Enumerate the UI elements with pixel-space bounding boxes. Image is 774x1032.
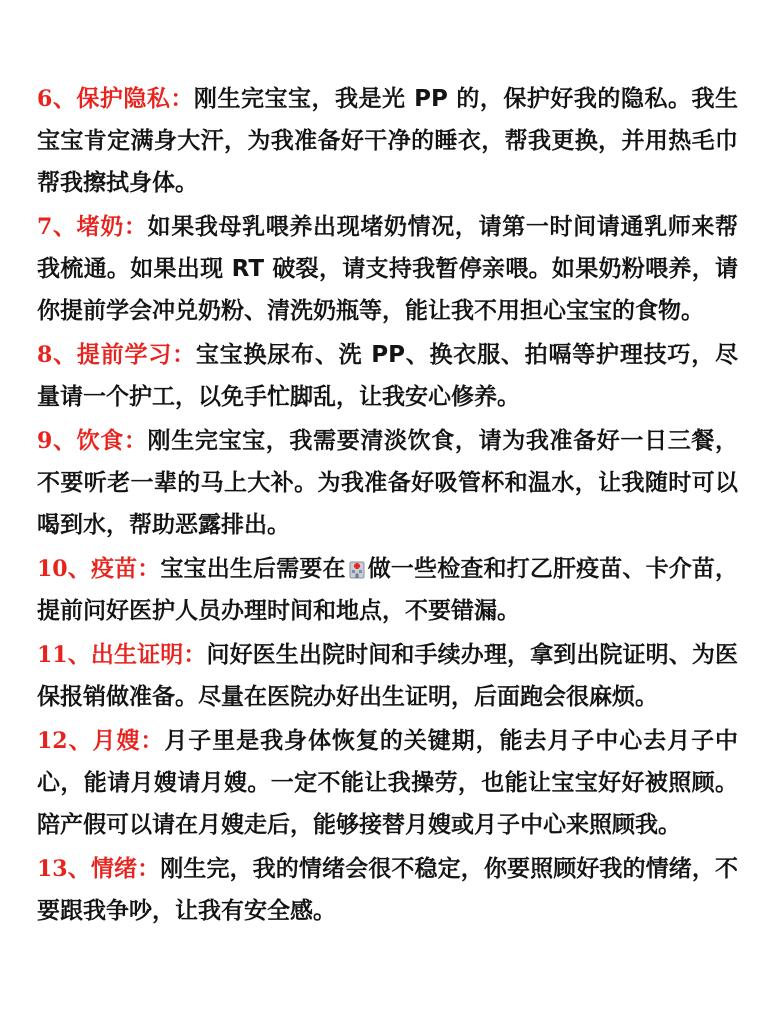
tip-separator: 、 bbox=[67, 728, 93, 754]
tip-separator: 、 bbox=[52, 214, 77, 240]
tip-heading bbox=[37, 342, 196, 368]
tip-separator: 、 bbox=[52, 342, 77, 368]
tip-number: 8 bbox=[37, 342, 53, 368]
tip-title: 提前学习： bbox=[76, 342, 196, 368]
tip-item-6 bbox=[37, 78, 738, 204]
tip-heading bbox=[37, 728, 164, 754]
tip-title: 月嫂： bbox=[92, 728, 165, 754]
hospital-icon bbox=[347, 559, 367, 579]
tip-title: 出生证明： bbox=[90, 642, 207, 668]
tip-title: 堵奶： bbox=[76, 214, 148, 240]
tip-body: 宝宝换尿布、洗 PP、换衣服、拍嗝等护理技巧，尽量请一个护工，以免手忙脚乱，让我安心修养。 bbox=[37, 342, 739, 410]
tip-number: 13 bbox=[37, 856, 68, 882]
tip-body: 刚生完宝宝，我是光 PP 的，保护好我的隐私。我生宝宝肯定满身大汗，为我准备好干净的睡衣，帮我更换，并用热毛巾帮我擦拭身体。 bbox=[37, 86, 738, 196]
tip-body: 刚生完，我的情绪会很不稳定，你要照顾好我的情绪，不要跟我争吵，让我有安全感。 bbox=[37, 856, 739, 924]
tip-item-10 bbox=[37, 548, 738, 632]
tip-number: 9 bbox=[37, 428, 53, 454]
tip-title: 保护隐私： bbox=[76, 86, 194, 112]
tip-item-7 bbox=[37, 206, 738, 332]
tip-item-8 bbox=[37, 334, 738, 418]
tip-number: 10 bbox=[37, 556, 68, 582]
tip-number: 12 bbox=[37, 728, 68, 754]
tip-title: 情绪： bbox=[90, 856, 161, 882]
tip-body: 月子里是我身体恢复的关键期，能去月子中心去月子中心，能请月嫂请月嫂。一定不能让我操劳，也能让宝宝好好被照顾。陪产假可以请在月嫂走后，能够接替月嫂或月子中心来照顾我。 bbox=[37, 728, 739, 838]
tip-body-start: 宝宝出生后需要在 bbox=[160, 556, 346, 582]
tip-item-9 bbox=[37, 420, 738, 546]
tip-heading bbox=[37, 86, 194, 112]
tip-heading bbox=[37, 642, 206, 668]
tip-heading bbox=[37, 214, 148, 240]
tip-separator: 、 bbox=[67, 556, 91, 582]
tip-item-13 bbox=[37, 848, 738, 932]
tip-heading bbox=[37, 856, 160, 882]
tip-separator: 、 bbox=[52, 86, 77, 112]
tip-separator: 、 bbox=[67, 856, 91, 882]
tip-title: 疫苗： bbox=[90, 556, 161, 582]
tip-separator: 、 bbox=[67, 642, 91, 668]
tip-body: 如果我母乳喂养出现堵奶情况，请第一时间请通乳师来帮我梳通。如果出现 RT 破裂，请支持我暂停亲喂。如果奶粉喂养，请你提前学会冲兑奶粉、清洗奶瓶等，能让我不用担心宝宝的食物。 bbox=[37, 214, 739, 324]
tip-body: 刚生完宝宝，我需要清淡饮食，请为我准备好一日三餐，不要听老一辈的马上大补。为我准备好吸管杯和温水，让我随时可以喝到水，帮助恶露排出。 bbox=[37, 428, 739, 538]
tip-heading bbox=[37, 428, 148, 454]
tip-heading bbox=[37, 556, 160, 582]
tip-number: 11 bbox=[37, 642, 68, 668]
tip-item-12 bbox=[37, 720, 738, 846]
tip-item-11 bbox=[37, 634, 738, 718]
tip-body-end: 做一些检查和打乙肝疫苗、卡介苗，提前问好医护人员办理时间和地点，不要错漏。 bbox=[37, 556, 739, 624]
tip-body: 问好医生出院时间和手续办理，拿到出院证明、为医保报销做准备。尽量在医院办好出生证明，后面跑会很麻烦。 bbox=[37, 642, 739, 710]
tip-number: 6 bbox=[37, 86, 53, 112]
tip-number: 7 bbox=[37, 214, 53, 240]
tip-title: 饮食： bbox=[76, 428, 148, 454]
tip-separator: 、 bbox=[52, 428, 77, 454]
